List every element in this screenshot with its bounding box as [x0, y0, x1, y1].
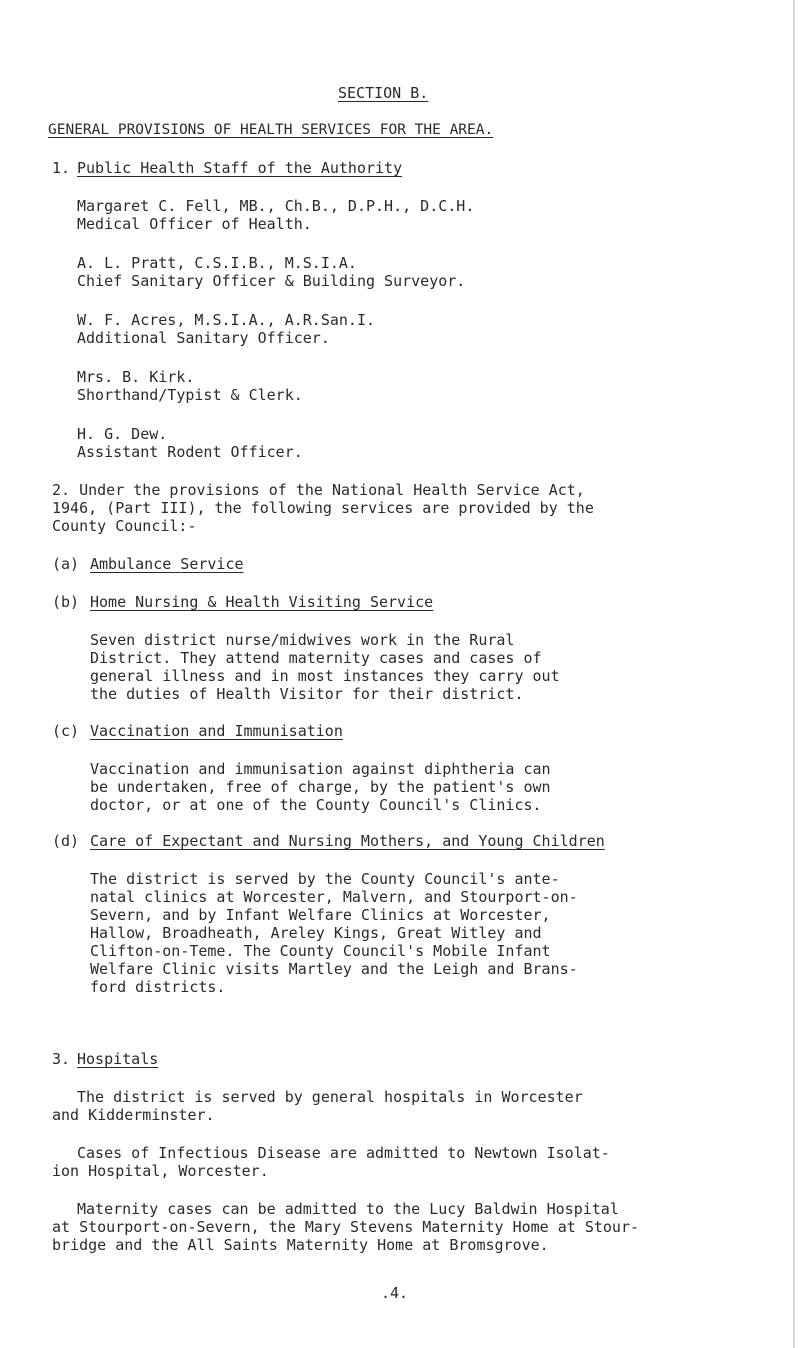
item-text-line: Welfare Clinic visits Martley and the Leigh and Brans-: [90, 960, 578, 978]
item-text-line: be undertaken, free of charge, by the patient's own: [90, 778, 551, 796]
s2-line: 1946, (Part III), the following services are provided by the: [52, 499, 594, 517]
item-text-line: Hallow, Broadheath, Areley Kings, Great Witley and: [90, 924, 542, 942]
section-heading: SECTION B.: [338, 84, 429, 102]
item-text-line: general illness and in most instances they carry out: [90, 667, 560, 685]
item-label: (b): [52, 593, 80, 611]
staff-name: W. F. Acres, M.S.I.A., A.R.San.I.: [77, 311, 376, 329]
paragraph-line: bridge and the All Saints Maternity Home at Bromsgrove.: [52, 1236, 549, 1254]
staff-title: Medical Officer of Health.: [77, 215, 312, 233]
item-text-line: The district is served by the County Council's ante-: [90, 870, 560, 888]
item-label: (c): [52, 722, 80, 740]
s1-heading: Public Health Staff of the Authority: [77, 159, 403, 177]
staff-title: Shorthand/Typist & Clerk.: [77, 386, 303, 404]
item-heading: Vaccination and Immunisation: [90, 722, 343, 740]
s2-line: County Council:-: [52, 517, 197, 535]
staff-name: A. L. Pratt, C.S.I.B., M.S.I.A.: [77, 254, 357, 272]
paragraph-line: Maternity cases can be admitted to the Lucy Baldwin Hospital: [77, 1200, 619, 1218]
staff-title: Chief Sanitary Officer & Building Surveyor.: [77, 272, 466, 290]
staff-title: Additional Sanitary Officer.: [77, 329, 330, 347]
item-heading: Home Nursing & Health Visiting Service: [90, 593, 434, 611]
item-text-line: ford districts.: [90, 978, 226, 996]
s3-heading: Hospitals: [77, 1050, 159, 1068]
paragraph-line: and Kidderminster.: [52, 1106, 215, 1124]
s1-number: 1.: [52, 159, 71, 177]
page-title: GENERAL PROVISIONS OF HEALTH SERVICES FOR THE AREA.: [48, 122, 494, 138]
item-heading: Ambulance Service: [90, 555, 244, 573]
paragraph-line: The district is served by general hospitals in Worcester: [77, 1088, 583, 1106]
item-text-line: Clifton-on-Teme. The County Council's Mobile Infant: [90, 942, 551, 960]
item-text-line: Vaccination and immunisation against diphtheria can: [90, 760, 551, 778]
item-text-line: District. They attend maternity cases and cases of: [90, 649, 542, 667]
staff-name: Margaret C. Fell, MB., Ch.B., D.P.H., D.C.H.: [77, 197, 475, 215]
item-text-line: doctor, or at one of the County Council's Clinics.: [90, 796, 542, 814]
item-text-line: Severn, and by Infant Welfare Clinics at Worcester,: [90, 906, 551, 924]
paragraph-line: ion Hospital, Worcester.: [52, 1162, 269, 1180]
item-text-line: the duties of Health Visitor for their district.: [90, 685, 524, 703]
paragraph-line: Cases of Infectious Disease are admitted to Newtown Isolat-: [77, 1144, 610, 1162]
staff-title: Assistant Rodent Officer.: [77, 443, 303, 461]
item-text-line: Seven district nurse/midwives work in the Rural: [90, 631, 515, 649]
item-text-line: natal clinics at Worcester, Malvern, and Stourport-on-: [90, 888, 578, 906]
item-label: (d): [52, 832, 80, 850]
page-number: .4.: [381, 1284, 409, 1302]
item-label: (a): [52, 555, 80, 573]
item-heading: Care of Expectant and Nursing Mothers, and Young Children: [90, 832, 605, 850]
staff-name: H. G. Dew.: [77, 425, 168, 443]
page-edge-shadow: [793, 0, 795, 1348]
s2-line: 2. Under the provisions of the National Health Service Act,: [52, 481, 585, 499]
paragraph-line: at Stourport-on-Severn, the Mary Stevens Maternity Home at Stour-: [52, 1218, 639, 1236]
s3-number: 3.: [52, 1050, 71, 1068]
staff-name: Mrs. B. Kirk.: [77, 368, 195, 386]
